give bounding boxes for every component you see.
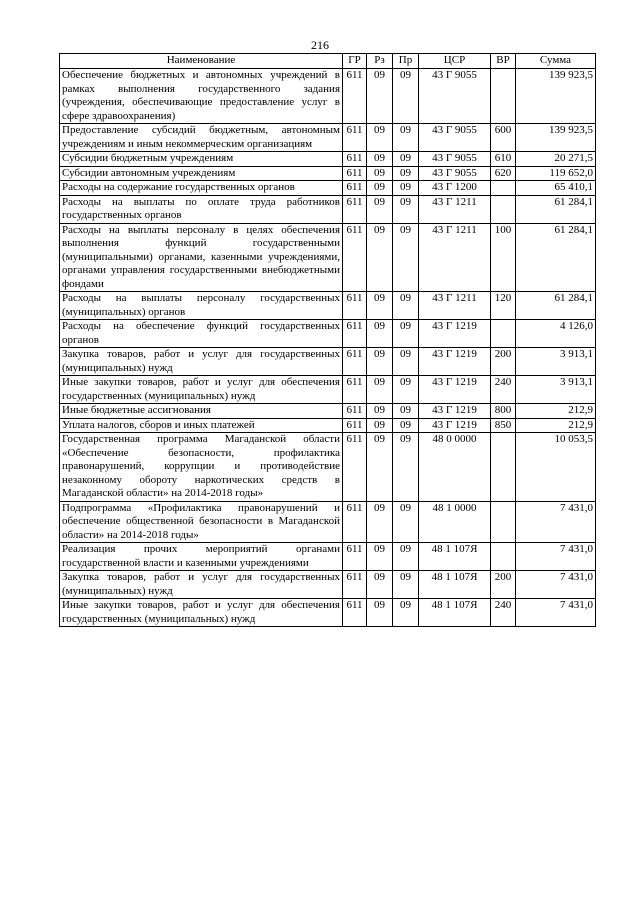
row-vr: 120 [491,292,516,320]
table-row [60,69,596,124]
row-name: Субсидии автономным учреждениям [60,166,343,181]
row-vr [491,320,516,348]
row-vr: 800 [491,404,516,419]
row-name: Обеспечение бюджетных и автономных учреждений в рамках выполнения государственного задания (учреждения, обеспечивающие предоставление услуг в сфере здравоохранения) [60,69,343,124]
row-name: Закупка товаров, работ и услуг для государственных (муниципальных) нужд [60,571,343,599]
row-vr [491,195,516,223]
row-rz: 09 [367,404,393,419]
row-gr: 611 [343,223,367,292]
row-vr [491,181,516,196]
row-pr: 09 [393,320,419,348]
table-row [60,404,596,419]
row-rz: 09 [367,433,393,502]
row-pr: 09 [393,292,419,320]
row-name: Государственная программа Магаданской области «Обеспечение безопасности, профилактика правонарушений, коррупции и противодействие незаконному обороту наркотических средств в Магаданской области» на 2014-2018 годы» [60,433,343,502]
budget-table [59,53,596,627]
row-name: Иные закупки товаров, работ и услуг для обеспечения государственных (муниципальных) нужд [60,376,343,404]
page-number: 216 [311,38,329,52]
row-csr: 43 Г 1211 [419,223,491,292]
table-row [60,181,596,196]
row-rz: 09 [367,376,393,404]
row-gr: 611 [343,404,367,419]
row-rz: 09 [367,166,393,181]
row-name: Иные закупки товаров, работ и услуг для обеспечения государственных (муниципальных) нужд [60,599,343,627]
row-rz: 09 [367,223,393,292]
header-pr: Пр [393,54,419,69]
row-sum: 10 053,5 [516,433,596,502]
row-pr: 09 [393,404,419,419]
row-name: Расходы на содержание государственных органов [60,181,343,196]
row-name: Реализация прочих мероприятий органами государственной власти и казенными учреждениями [60,543,343,571]
table-row [60,195,596,223]
row-name: Субсидии бюджетным учреждениям [60,152,343,167]
row-rz: 09 [367,418,393,433]
row-rz: 09 [367,571,393,599]
row-pr: 09 [393,418,419,433]
row-pr: 09 [393,599,419,627]
row-csr: 43 Г 1200 [419,181,491,196]
row-name: Расходы на выплаты персоналу государственных (муниципальных) органов [60,292,343,320]
table-row [60,152,596,167]
row-rz: 09 [367,292,393,320]
row-pr: 09 [393,571,419,599]
row-sum: 61 284,1 [516,223,596,292]
row-name: Расходы на выплаты по оплате труда работников государственных органов [60,195,343,223]
row-pr: 09 [393,376,419,404]
row-pr: 09 [393,181,419,196]
table-row [60,543,596,571]
table-row [60,348,596,376]
header-name: Наименование [60,54,343,69]
row-gr: 611 [343,433,367,502]
row-csr: 48 0 0000 [419,433,491,502]
row-vr [491,433,516,502]
row-pr: 09 [393,223,419,292]
header-sum: Сумма [516,54,596,69]
table-row [60,599,596,627]
row-sum: 119 652,0 [516,166,596,181]
row-rz: 09 [367,124,393,152]
row-gr: 611 [343,501,367,543]
row-csr: 43 Г 1211 [419,195,491,223]
row-csr: 43 Г 9055 [419,152,491,167]
table-row [60,320,596,348]
row-rz: 09 [367,195,393,223]
row-gr: 611 [343,195,367,223]
row-rz: 09 [367,181,393,196]
row-rz: 09 [367,348,393,376]
row-gr: 611 [343,320,367,348]
row-rz: 09 [367,543,393,571]
row-sum: 4 126,0 [516,320,596,348]
row-vr: 100 [491,223,516,292]
header-rz: Рз [367,54,393,69]
row-vr [491,543,516,571]
row-pr: 09 [393,166,419,181]
row-vr [491,69,516,124]
row-csr: 43 Г 1211 [419,292,491,320]
row-csr: 48 1 107Я [419,599,491,627]
row-sum: 212,9 [516,404,596,419]
row-vr: 850 [491,418,516,433]
row-name: Иные бюджетные ассигнования [60,404,343,419]
row-csr: 43 Г 1219 [419,404,491,419]
table-row [60,571,596,599]
row-pr: 09 [393,124,419,152]
row-sum: 7 431,0 [516,571,596,599]
table-row [60,292,596,320]
table-body [60,69,596,627]
row-gr: 611 [343,152,367,167]
row-name: Подпрограмма «Профилактика правонарушений и обеспечение общественной безопасности в Магаданской области» на 2014-2018 годы» [60,501,343,543]
row-vr [491,501,516,543]
table-row [60,501,596,543]
row-vr: 200 [491,348,516,376]
row-name: Закупка товаров, работ и услуг для государственных (муниципальных) нужд [60,348,343,376]
row-csr: 43 Г 1219 [419,418,491,433]
row-csr: 48 1 107Я [419,543,491,571]
row-pr: 09 [393,501,419,543]
row-csr: 43 Г 9055 [419,69,491,124]
row-name: Предоставление субсидий бюджетным, автономным учреждениям и иным некоммерческим организациям [60,124,343,152]
table-row [60,418,596,433]
header-csr: ЦСР [419,54,491,69]
row-pr: 09 [393,348,419,376]
row-gr: 611 [343,166,367,181]
header-gr: ГР [343,54,367,69]
row-sum: 61 284,1 [516,292,596,320]
row-gr: 611 [343,181,367,196]
header-row [60,54,596,69]
row-sum: 212,9 [516,418,596,433]
row-rz: 09 [367,152,393,167]
row-sum: 3 913,1 [516,376,596,404]
row-sum: 20 271,5 [516,152,596,167]
table-row [60,223,596,292]
row-csr: 43 Г 1219 [419,348,491,376]
row-gr: 611 [343,599,367,627]
row-sum: 61 284,1 [516,195,596,223]
row-rz: 09 [367,320,393,348]
row-vr: 200 [491,571,516,599]
row-sum: 139 923,5 [516,69,596,124]
row-vr: 620 [491,166,516,181]
row-pr: 09 [393,543,419,571]
row-vr: 240 [491,599,516,627]
row-name: Расходы на обеспечение функций государственных органов [60,320,343,348]
row-pr: 09 [393,152,419,167]
row-csr: 43 Г 9055 [419,124,491,152]
row-pr: 09 [393,69,419,124]
row-vr: 610 [491,152,516,167]
row-gr: 611 [343,543,367,571]
row-pr: 09 [393,433,419,502]
row-sum: 7 431,0 [516,501,596,543]
row-sum: 3 913,1 [516,348,596,376]
table-row [60,433,596,502]
row-csr: 43 Г 9055 [419,166,491,181]
row-csr: 48 1 107Я [419,571,491,599]
row-rz: 09 [367,599,393,627]
row-rz: 09 [367,501,393,543]
row-rz: 09 [367,69,393,124]
row-gr: 611 [343,348,367,376]
header-vr: ВР [491,54,516,69]
row-sum: 7 431,0 [516,599,596,627]
row-name: Расходы на выплаты персоналу в целях обеспечения выполнения функций государственными (муниципальными) органами, казенными учреждениями, органами управления государственными внебюджетными фондами [60,223,343,292]
table-row [60,124,596,152]
row-pr: 09 [393,195,419,223]
row-csr: 43 Г 1219 [419,376,491,404]
row-vr: 600 [491,124,516,152]
row-gr: 611 [343,69,367,124]
row-name: Уплата налогов, сборов и иных платежей [60,418,343,433]
row-gr: 611 [343,376,367,404]
row-csr: 48 1 0000 [419,501,491,543]
row-vr: 240 [491,376,516,404]
table-row [60,376,596,404]
row-csr: 43 Г 1219 [419,320,491,348]
row-gr: 611 [343,571,367,599]
row-gr: 611 [343,418,367,433]
row-sum: 139 923,5 [516,124,596,152]
row-sum: 65 410,1 [516,181,596,196]
row-gr: 611 [343,292,367,320]
row-sum: 7 431,0 [516,543,596,571]
table-row [60,166,596,181]
row-gr: 611 [343,124,367,152]
table-header [60,54,596,69]
